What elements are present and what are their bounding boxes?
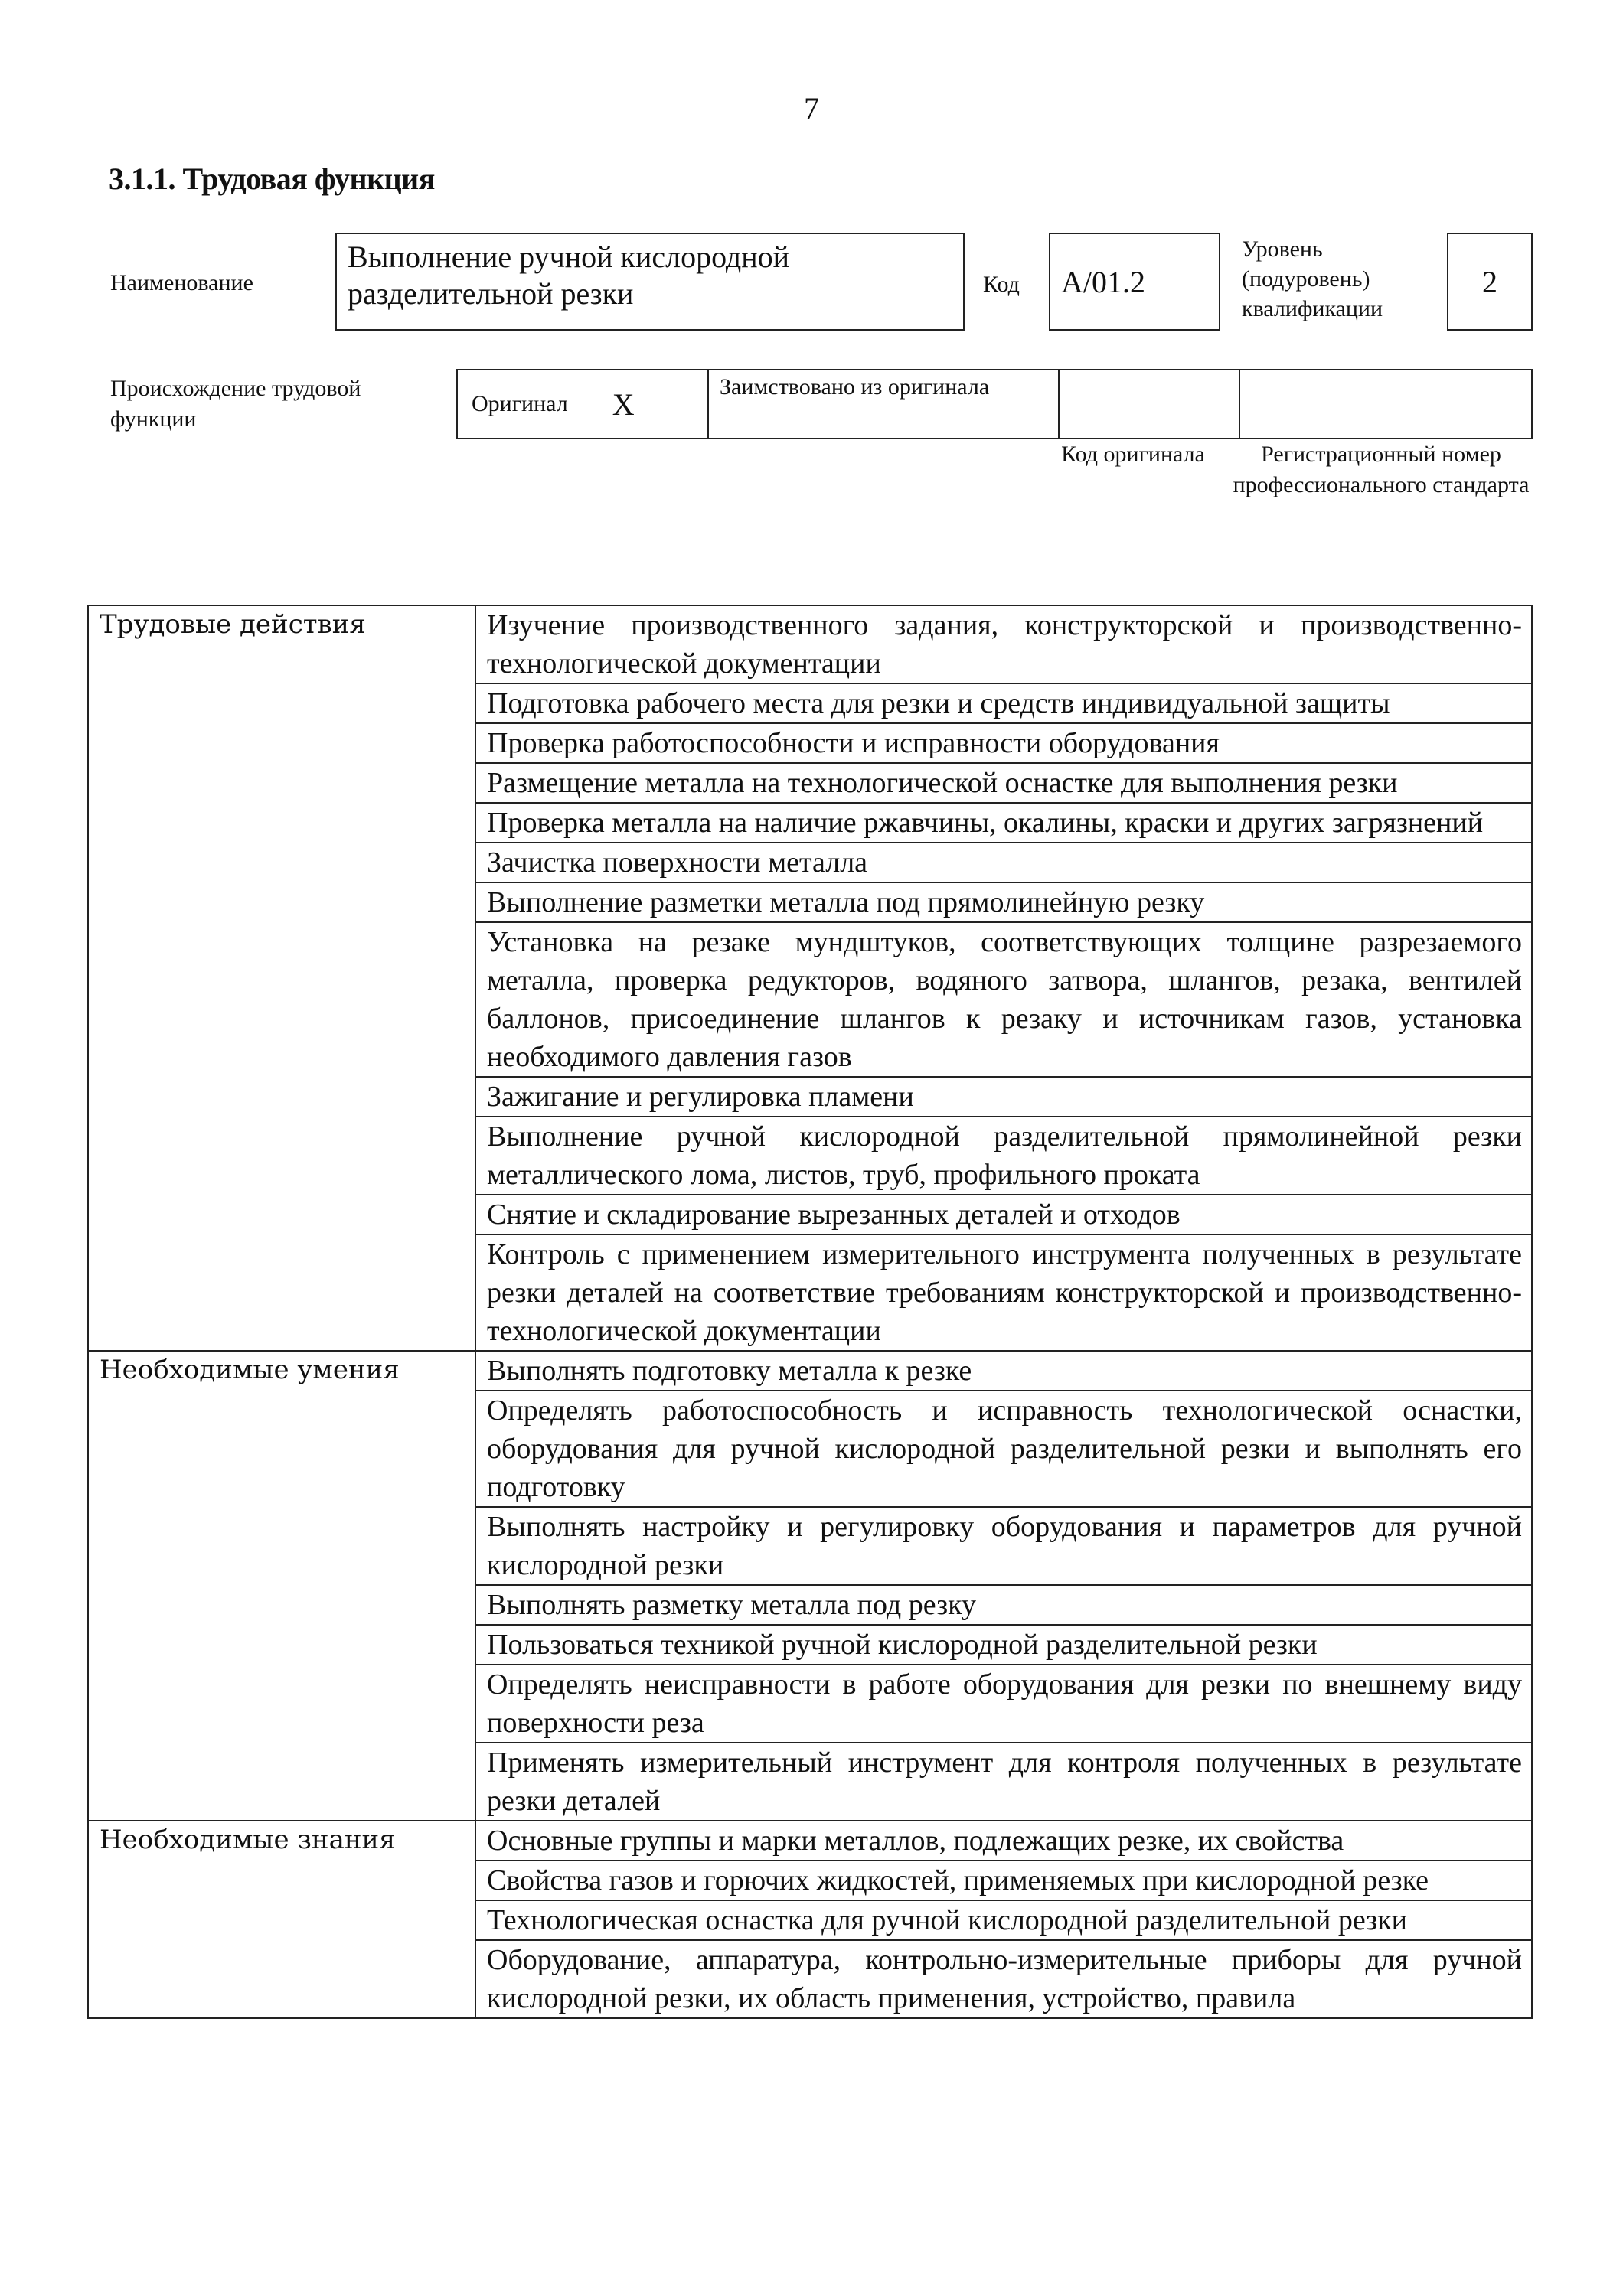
original-label: Оригинал: [472, 391, 568, 416]
table-row: [88, 1351, 1532, 1391]
table-row: [88, 605, 1532, 683]
section-item: Зажигание и регулировка пламени: [475, 1077, 1532, 1117]
origin-label: Происхождение трудовой функции: [110, 376, 361, 432]
section-item: Свойства газов и горючих жидкостей, применяемых при кислородной резке: [475, 1861, 1532, 1900]
caption-reg-number: Регистрационный номер профессионального стандарта: [1233, 442, 1530, 497]
caption-code-original: Код оригинала: [1061, 442, 1205, 467]
code-field: A/01.2: [1049, 233, 1220, 331]
section-item: Технологическая оснастка для ручной кислородной разделительной резки: [475, 1900, 1532, 1940]
section-item: Установка на резаке мундштуков, соответствующих толщине разрезаемого металла, проверка редукторов, водяного затвора, шлангов, резака, вентилей баллонов, присоединение шлангов к резаку и источникам газов, установка необходимого давления газов: [475, 922, 1532, 1077]
section-item: Размещение металла на технологической оснастке для выполнения резки: [475, 763, 1532, 803]
section-title: Трудовые действия: [88, 605, 475, 1351]
section-item: Выполнять настройку и регулировку оборудования и параметров для ручной кислородной резки: [475, 1507, 1532, 1585]
level-label: Уровень (подуровень) квалификации: [1242, 236, 1383, 321]
table-row: [88, 1821, 1532, 1861]
borrowed-cell: Заимствовано из оригинала: [709, 370, 1060, 438]
section-item: Контроль с применением измерительного инструмента полученных в результате резки деталей на соответствие требованиям конструкторской и производственно-технологической документации: [475, 1234, 1532, 1351]
section-item: Оборудование, аппаратура, контрольно-измерительные приборы для ручной кислородной резки, их область применения, устройство, правила: [475, 1940, 1532, 2018]
section-item: Выполнять разметку металла под резку: [475, 1585, 1532, 1625]
original-cell: [458, 370, 709, 438]
original-mark: X: [612, 386, 635, 422]
name-label: Наименование: [110, 270, 253, 295]
section-item: Основные группы и марки металлов, подлежащих резке, их свойства: [475, 1821, 1532, 1861]
code-label: Код: [983, 272, 1020, 297]
section-item: Применять измерительный инструмент для контроля полученных в результате резки деталей: [475, 1743, 1532, 1821]
function-table: [87, 605, 1533, 2019]
level-field: 2: [1447, 233, 1533, 331]
section-item: Снятие и складирование вырезанных деталей и отходов: [475, 1195, 1532, 1234]
section-item: Проверка работоспособности и исправности оборудования: [475, 723, 1532, 763]
section-item: Проверка металла на наличие ржавчины, окалины, краски и других загрязнений: [475, 803, 1532, 843]
section-item: Выполнение разметки металла под прямолинейную резку: [475, 882, 1532, 922]
section-item: Выполнять подготовку металла к резке: [475, 1351, 1532, 1391]
section-item: Подготовка рабочего места для резки и средств индивидуальной защиты: [475, 683, 1532, 723]
section-heading: 3.1.1. Трудовая функция: [109, 161, 435, 196]
section-item: Определять неисправности в работе оборудования для резки по внешнему виду поверхности реза: [475, 1665, 1532, 1743]
section-item: Определять работоспособность и исправность технологической оснастки, оборудования для ручной кислородной разделительной резки и выполнять его подготовку: [475, 1391, 1532, 1507]
reg-number-cell: [1240, 370, 1531, 438]
code-original-cell: [1060, 370, 1240, 438]
section-item: Зачистка поверхности металла: [475, 843, 1532, 882]
section-item: Пользоваться техникой ручной кислородной разделительной резки: [475, 1625, 1532, 1665]
section-item: Выполнение ручной кислородной разделительной прямолинейной резки металлического лома, листов, труб, профильного проката: [475, 1117, 1532, 1195]
page-number: 7: [804, 91, 819, 126]
origin-table: [456, 369, 1533, 439]
section-title: Необходимые умения: [88, 1351, 475, 1821]
function-name-field: Выполнение ручной кислородной разделительной резки: [335, 233, 965, 331]
section-title: Необходимые знания: [88, 1821, 475, 2018]
section-item: Изучение производственного задания, конструкторской и производственно-технологической документации: [475, 605, 1532, 683]
